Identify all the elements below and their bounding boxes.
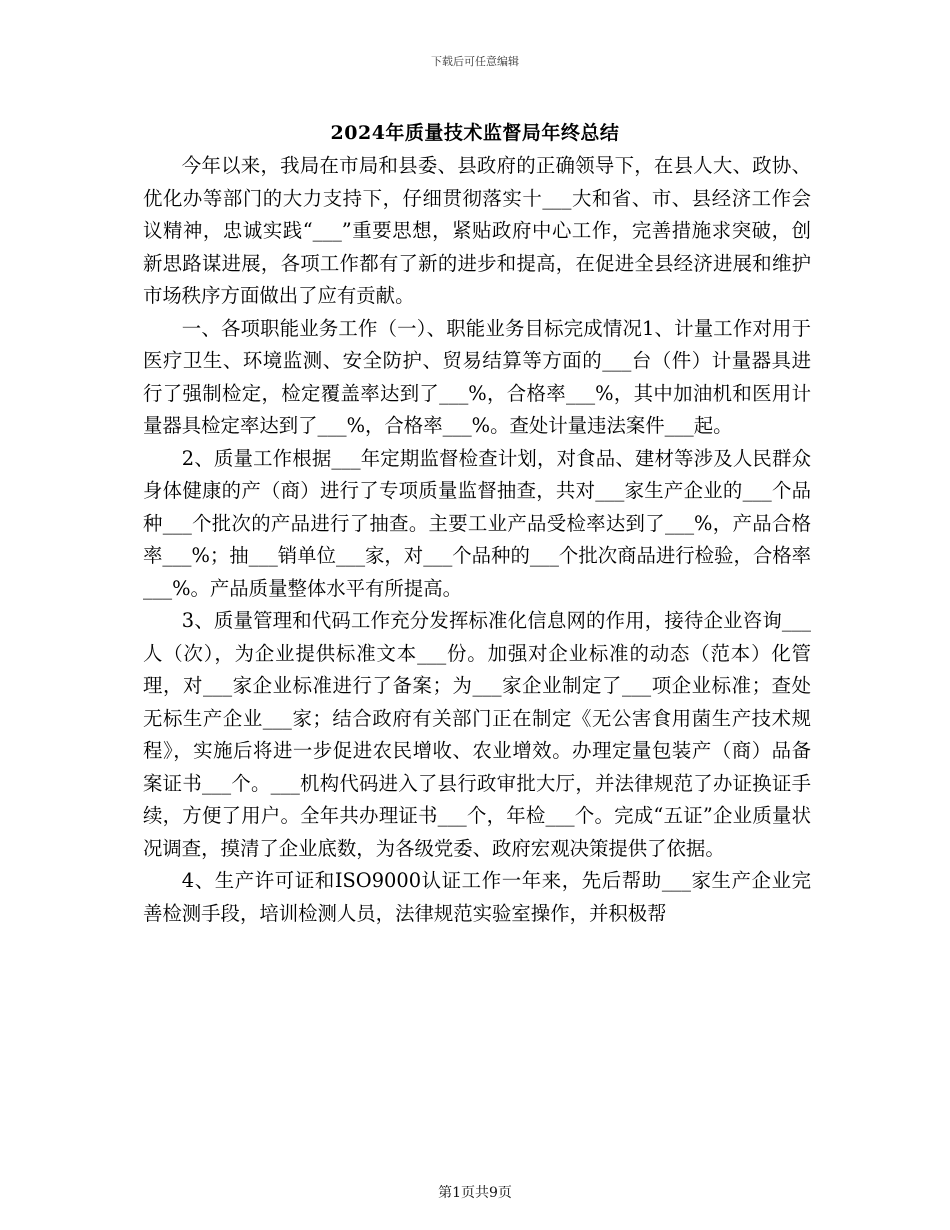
document-title: 2024年质量技术监督局年终总结: [330, 122, 620, 144]
paragraph-section-3: 3、质量管理和代码工作充分发挥标准化信息网的作用，接待企业咨询___人（次），为企业提供标准文本___份。加强对企业标准的动态（范本）化管理，对___家企业标准进行了备案；为___家企业制定了___项企业标准；查处无标生产企业___家；结合政府有关部门正在制定《无公害食用菌生产技术规程》，实施后将进一步促进农民增收、农业增效。办理定量包装产（商）品备案证书___个。___机构代码进入了县行政审批大厅，并法律规范了办证换证手续，方便了用户。全年共办理证书___个，年检___个。完成“五证”企业质量状况调查，摸清了企业底数，为各级党委、政府宏观决策提供了依据。: [143, 609, 811, 860]
paragraph-section-4: 4、生产许可证和ISO9000认证工作一年来，先后帮助___家生产企业完善检测手段，培训检测人员，法律规范实验室操作，并积极帮: [143, 869, 811, 925]
paragraph-section-1: 一、各项职能业务工作（一）、职能业务目标完成情况1、计量工作对用于医疗卫生、环境监测、安全防护、贸易结算等方面的___台（件）计量器具进行了强制检定，检定覆盖率达到了___%，合格率___%，其中加油机和医用计量器具检定率达到了___%，合格率___%。查处计量违法案件___起。: [143, 316, 811, 437]
document-body: [143, 150, 811, 930]
page-number: 第1页共9页: [438, 1185, 512, 1201]
paragraph-intro: 今年以来，我局在市局和县委、县政府的正确领导下，在县人大、政协、优化办等部门的大力支持下，仔细贯彻落实十___大和省、市、县经济工作会议精神，忠诚实践“___”重要思想，紧贴政府中心工作，完善措施求突破，创新思路谋进展，各项工作都有了新的进步和提高，在促进全县经济进展和维护市场秩序方面做出了应有贡献。: [143, 154, 811, 307]
page-header-note: 下载后可任意编辑: [431, 55, 519, 68]
paragraph-section-2: 2、质量工作根据___年定期监督检查计划，对食品、建材等涉及人民群众身体健康的产（商）进行了专项质量监督抽查，共对___家生产企业的___个品种___个批次的产品进行了抽查。主要工业产品受检率达到了___%，产品合格率___%；抽___销单位___家，对___个品种的___个批次商品进行检验，合格率___%。产品质量整体水平有所提高。: [143, 446, 812, 600]
